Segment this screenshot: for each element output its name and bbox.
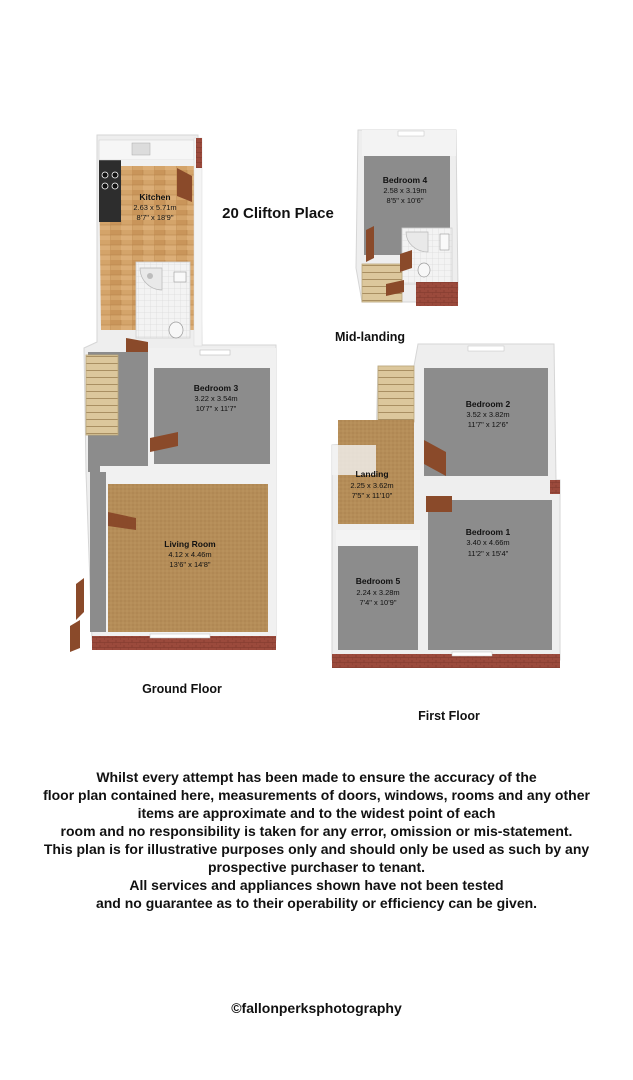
room-label-bedroom5 bbox=[356, 576, 401, 607]
disclaimer-line: and no guarantee as to their operability or efficiency can be given. bbox=[95, 895, 538, 911]
svg-text:3.52 x 3.82m: 3.52 x 3.82m bbox=[466, 410, 510, 419]
svg-text:Bedroom 5: Bedroom 5 bbox=[355, 576, 401, 586]
bedroom2-window bbox=[468, 346, 504, 351]
room-label-landing bbox=[350, 469, 393, 500]
first-front-brick-wall bbox=[332, 654, 560, 668]
svg-text:Bedroom 2: Bedroom 2 bbox=[465, 399, 511, 409]
hall-lower-floor bbox=[90, 472, 106, 632]
svg-text:Kitchen: Kitchen bbox=[139, 192, 171, 202]
svg-text:Landing: Landing bbox=[355, 469, 389, 479]
floor-label-first: First Floor bbox=[418, 709, 480, 723]
room-label-bedroom1 bbox=[466, 527, 511, 558]
svg-text:Bedroom 1: Bedroom 1 bbox=[465, 527, 511, 537]
disclaimer-line: This plan is for illustrative purposes only and should only be used as such by any bbox=[43, 841, 590, 857]
room-label-bedroom2 bbox=[466, 399, 511, 429]
first-stairs bbox=[378, 366, 414, 422]
svg-text:11'7" x 12'6": 11'7" x 12'6" bbox=[467, 420, 509, 429]
room-label-living-room bbox=[164, 539, 216, 569]
svg-text:4.12 x 4.46m: 4.12 x 4.46m bbox=[168, 550, 212, 559]
svg-text:7'4" x 10'9": 7'4" x 10'9" bbox=[359, 598, 397, 607]
svg-text:13'6" x 14'8": 13'6" x 14'8" bbox=[169, 560, 211, 569]
page-title: 20 Clifton Place bbox=[222, 205, 334, 222]
mid-landing-plan bbox=[356, 130, 458, 306]
svg-text:Bedroom 3: Bedroom 3 bbox=[193, 383, 239, 393]
room-label-kitchen bbox=[133, 192, 176, 222]
disclaimer-line: room and no responsibility is taken for any error, omission or mis-statement. bbox=[60, 823, 573, 839]
living-room-bay-window bbox=[150, 634, 210, 638]
mid-toilet-icon bbox=[418, 263, 430, 277]
rear-brick-wall bbox=[194, 138, 202, 346]
kitchen-sink bbox=[132, 143, 150, 155]
rear-brick-edge bbox=[196, 138, 202, 168]
disclaimer-line: items are approximate and to the widest point of each bbox=[137, 805, 496, 821]
ground-shower-head-icon bbox=[147, 273, 153, 279]
mid-brick-wall bbox=[416, 282, 458, 306]
ground-toilet-icon bbox=[169, 322, 183, 338]
front-door bbox=[76, 578, 84, 620]
bedroom5-top-wall bbox=[336, 530, 420, 546]
porch-door bbox=[70, 620, 80, 652]
svg-text:11'2" x 15'4": 11'2" x 15'4" bbox=[467, 549, 509, 558]
svg-text:2.25 x 3.62m: 2.25 x 3.62m bbox=[350, 481, 394, 490]
bedroom1-floor bbox=[428, 500, 552, 650]
svg-text:8'7" x 18'9": 8'7" x 18'9" bbox=[136, 213, 174, 222]
svg-text:7'5" x 11'10": 7'5" x 11'10" bbox=[351, 491, 393, 500]
svg-text:2.24 x 3.28m: 2.24 x 3.28m bbox=[356, 588, 400, 597]
floor-label-ground: Ground Floor bbox=[142, 682, 222, 696]
disclaimer-line: prospective purchaser to tenant. bbox=[207, 859, 426, 875]
svg-text:Bedroom 4: Bedroom 4 bbox=[382, 175, 428, 185]
bedroom1-door bbox=[426, 496, 452, 512]
room-label-bedroom4 bbox=[383, 175, 428, 205]
bedroom4-window bbox=[398, 131, 424, 136]
floor-label-mid-landing: Mid-landing bbox=[334, 330, 406, 344]
disclaimer-line: Whilst every attempt has been made to ensure the accuracy of the bbox=[96, 769, 537, 785]
first-floor-plan bbox=[332, 344, 560, 668]
first-rear-brick bbox=[550, 480, 560, 494]
first-front-window bbox=[452, 652, 492, 656]
mid-basin bbox=[440, 234, 449, 250]
bedroom4-door bbox=[366, 226, 374, 262]
svg-text:3.22 x 3.54m: 3.22 x 3.54m bbox=[194, 394, 238, 403]
ground-stairs bbox=[86, 355, 118, 435]
svg-text:10'7" x 11'7": 10'7" x 11'7" bbox=[195, 404, 237, 413]
svg-text:3.40 x 4.66m: 3.40 x 4.66m bbox=[466, 538, 510, 547]
disclaimer-line: All services and appliances shown have not been tested bbox=[129, 877, 504, 893]
kitchen-inner-wall bbox=[121, 160, 194, 166]
copyright-notice: ©fallonperksphotography bbox=[231, 1000, 402, 1016]
disclaimer-line: floor plan contained here, measurements of doors, windows, rooms and any other bbox=[43, 787, 590, 803]
landing-upper-floor bbox=[378, 420, 414, 460]
room-label-bedroom3 bbox=[194, 383, 239, 413]
svg-text:2.58 x 3.19m: 2.58 x 3.19m bbox=[383, 186, 427, 195]
svg-text:2.63 x 5.71m: 2.63 x 5.71m bbox=[133, 203, 177, 212]
disclaimer bbox=[0, 768, 633, 912]
ground-basin bbox=[174, 272, 186, 282]
svg-text:8'5" x 10'6": 8'5" x 10'6" bbox=[386, 196, 424, 205]
bedroom3-window bbox=[200, 350, 230, 355]
svg-text:Living Room: Living Room bbox=[164, 539, 216, 549]
